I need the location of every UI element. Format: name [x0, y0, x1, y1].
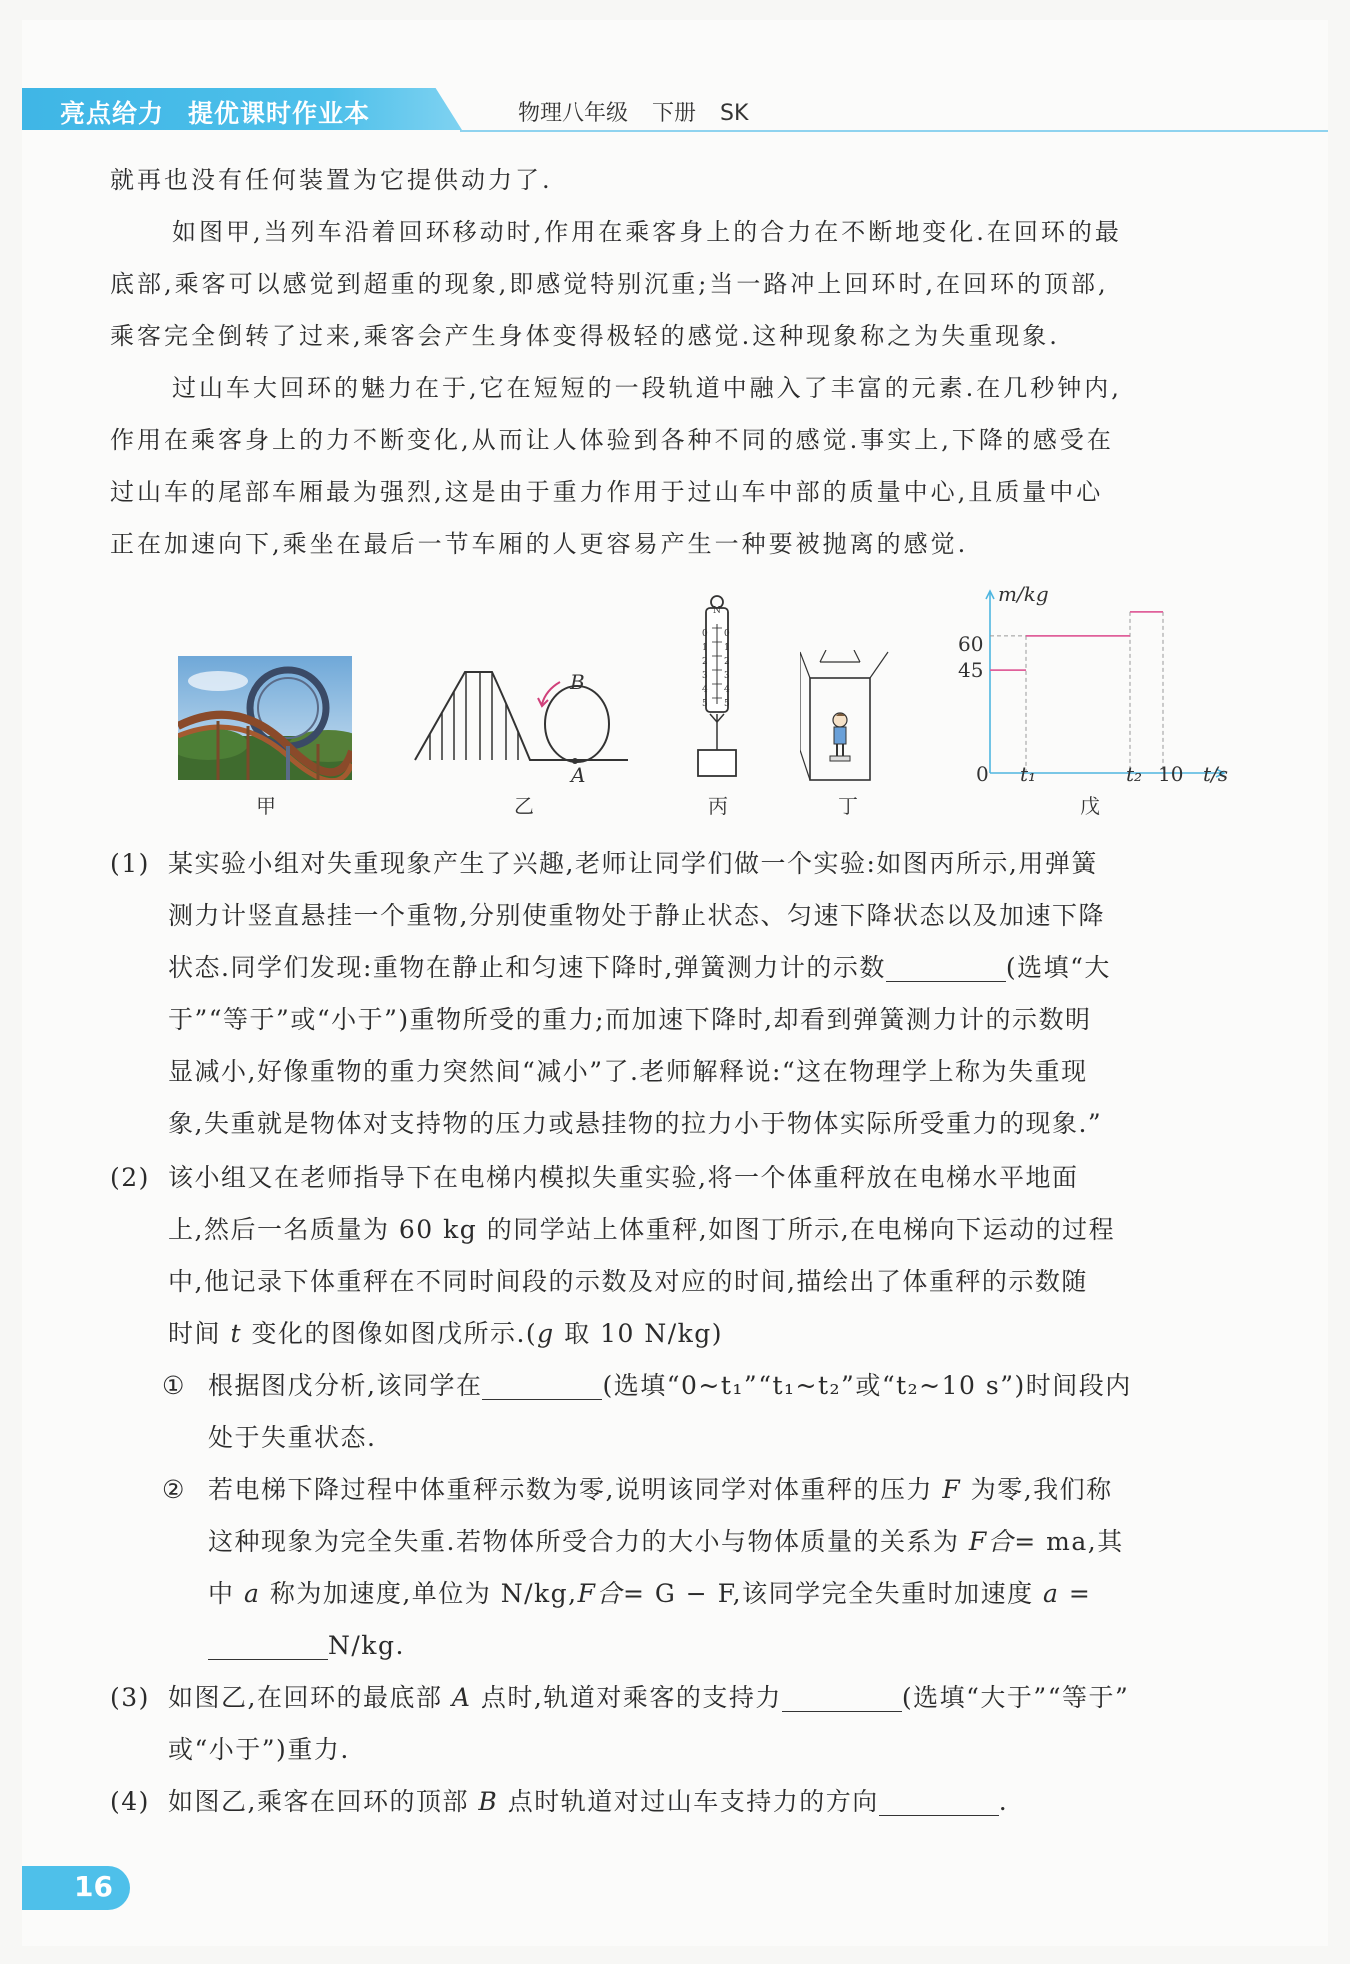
- question-text: 点时轨道对过山车支持力的方向: [507, 1787, 879, 1816]
- question-number: (1): [110, 849, 150, 878]
- question-text: 称为加速度,单位为 N/kg,: [269, 1579, 578, 1608]
- question-text: 状态.同学们发现:重物在静止和匀速下降时,弹簧测力计的示数: [168, 953, 886, 982]
- question-text: 为零,我们称: [970, 1475, 1113, 1504]
- question-line: [208, 1464, 1295, 1516]
- scale-tick: 1: [702, 643, 708, 653]
- scale-tick: 0: [702, 629, 708, 639]
- scale-ticks-right: [724, 627, 732, 711]
- question-text: 中: [208, 1579, 235, 1608]
- question-line: 该小组又在老师指导下在电梯内模拟失重实验,将一个体重秤放在电梯水平地面: [168, 1163, 1079, 1192]
- question-line: 上,然后一名质量为 60 kg 的同学站上体重秤,如图丁所示,在电梯向下运动的过程: [168, 1215, 1116, 1244]
- loop-track-diagram: [410, 660, 640, 790]
- scale-tick: 0: [724, 629, 730, 639]
- variable-point-b: B: [478, 1787, 499, 1816]
- scale-tick: 1: [724, 643, 730, 653]
- point-b-label: B: [570, 670, 585, 694]
- figure-label-bing: 丙: [708, 794, 728, 818]
- question-line: [208, 1360, 1295, 1412]
- paragraph-line: 作用在乘客身上的力不断变化,从而让人体验到各种不同的感觉.事实上,下降的感受在: [110, 426, 1114, 454]
- scale-unit-n: N: [713, 606, 721, 616]
- sub-question-marker: ②: [162, 1475, 186, 1504]
- question-text: = ma,其: [1014, 1527, 1124, 1556]
- sub-question-marker: ①: [162, 1371, 186, 1400]
- question-1: [110, 838, 1295, 1150]
- question-text: (选填“0~t₁”“t₁~t₂”或“t₂~10 s”)时间段内: [602, 1371, 1132, 1400]
- scale-tick: 4: [724, 685, 730, 695]
- paragraph-line: 正在加速向下,乘坐在最后一节车厢的人更容易产生一种要被抛离的感觉.: [110, 530, 969, 558]
- figure-label-jia: 甲: [256, 794, 276, 818]
- figure-label-wu: 戊: [1080, 794, 1100, 818]
- question-text: 点时,轨道对乘客的支持力: [480, 1683, 782, 1712]
- answer-blank[interactable]: [782, 1681, 902, 1712]
- page-number-tab: [22, 1866, 130, 1910]
- scale-tick: 2: [702, 657, 708, 667]
- question-line: 或“小于”)重力.: [168, 1735, 350, 1764]
- question-number: (3): [110, 1683, 150, 1712]
- scale-tick: 3: [724, 671, 730, 681]
- variable-point-a: A: [451, 1683, 472, 1712]
- question-number: (2): [110, 1163, 150, 1192]
- question-2: [110, 1152, 1295, 1360]
- figure-label-ding: 丁: [838, 794, 858, 818]
- variable-f-net: F合: [968, 1527, 1015, 1556]
- variable-a: a: [243, 1579, 261, 1608]
- scale-ticks-left: [702, 627, 710, 711]
- question-text: 如图乙,在回环的最底部: [168, 1683, 443, 1712]
- spring-scale-diagram: [690, 594, 744, 784]
- chart-y-tick-60: 60: [958, 632, 984, 656]
- roller-coaster-photo: [178, 656, 352, 780]
- question-3: [110, 1672, 1295, 1776]
- question-line: 象,失重就是物体对支持物的压力或悬挂物的拉力小于物体实际所受重力的现象.”: [168, 1109, 1103, 1138]
- chart-y-tick-45: 45: [958, 658, 984, 682]
- chart-x-tick-10: 10: [1158, 762, 1184, 786]
- paragraph-line: 过山车的尾部车厢最为强烈,这是由于重力作用于过山车中部的质量中心,且质量中心: [110, 478, 1104, 506]
- paragraph-line: 就再也没有任何装置为它提供动力了.: [110, 166, 553, 194]
- chart-origin-label: 0: [976, 762, 989, 786]
- page-number: 16: [74, 1870, 113, 1903]
- scale-tick: 5: [724, 699, 730, 709]
- chart-x-tick-t2: t₂: [1126, 762, 1143, 786]
- question-text: N/kg.: [328, 1631, 405, 1660]
- variable-g: g: [537, 1319, 555, 1348]
- scale-tick: 3: [702, 671, 708, 681]
- scale-tick: 2: [724, 657, 730, 667]
- header-rule: [460, 130, 1328, 132]
- question-text: (选填“大: [1005, 953, 1111, 982]
- chart-y-axis-label: m/kg: [998, 582, 1049, 606]
- question-line: [168, 1776, 1295, 1828]
- question-line: [208, 1568, 1295, 1620]
- paragraph-line: 如图甲,当列车沿着回环移动时,作用在乘客身上的合力在不断地变化.在回环的最: [172, 218, 1122, 246]
- question-text: 如图乙,乘客在回环的顶部: [168, 1787, 469, 1816]
- question-line: [208, 1516, 1295, 1568]
- question-line: 显减小,好像重物的重力突然间“减小”了.老师解释说:“这在物理学上称为失重现: [168, 1057, 1088, 1086]
- scale-tick: 4: [702, 685, 708, 695]
- brand-name: 亮点给力: [60, 99, 165, 128]
- answer-blank[interactable]: [886, 951, 1006, 982]
- volume-label: 下册: [652, 101, 697, 126]
- question-line: 于”“等于”或“小于”)重物所受的重力;而加速下降时,却看到弹簧测力计的示数明: [168, 1005, 1092, 1034]
- question-line: 处于失重状态.: [208, 1423, 377, 1452]
- question-text: 时间: [168, 1319, 222, 1348]
- question-line: [168, 1672, 1295, 1724]
- question-text: 取 10 N/kg): [564, 1319, 724, 1348]
- variable-f-net: F合: [577, 1579, 623, 1608]
- answer-blank[interactable]: [208, 1629, 328, 1660]
- mass-time-chart: [950, 585, 1240, 795]
- variable-a: a =: [1043, 1579, 1092, 1608]
- header-brand: [60, 94, 370, 130]
- question-line: 某实验小组对失重现象产生了兴趣,老师让同学们做一个实验:如图丙所示,用弹簧: [168, 849, 1098, 878]
- question-text: 若电梯下降过程中体重秤示数为零,说明该同学对体重秤的压力: [208, 1475, 933, 1504]
- question-text: 变化的图像如图戊所示.(: [251, 1319, 538, 1348]
- header-meta: [518, 96, 772, 127]
- answer-blank[interactable]: [879, 1785, 999, 1816]
- chart-x-tick-t1: t₁: [1020, 762, 1037, 786]
- question-text: 这种现象为完全失重.若物体所受合力的大小与物体质量的关系为: [208, 1527, 960, 1556]
- question-line: 中,他记录下体重秤在不同时间段的示数及对应的时间,描绘出了体重秤的示数随: [168, 1267, 1088, 1296]
- subject-label: 物理八年级: [518, 101, 629, 126]
- point-a-label: A: [571, 763, 586, 787]
- question-2-part-2: [162, 1464, 1295, 1672]
- question-line: [168, 1308, 1295, 1360]
- paragraph-line: 乘客完全倒转了过来,乘客会产生身体变得极轻的感觉.这种现象称之为失重现象.: [110, 322, 1060, 350]
- question-line: [168, 942, 1295, 994]
- question-text: .: [998, 1787, 1009, 1816]
- variable-f: F: [942, 1475, 962, 1504]
- scale-tick: 5: [702, 699, 708, 709]
- paragraph-line: 过山车大回环的魅力在于,它在短短的一段轨道中融入了丰富的元素.在几秒钟内,: [172, 374, 1122, 402]
- question-2-part-1: [162, 1360, 1295, 1464]
- question-text: (选填“大于”“等于”: [901, 1683, 1130, 1712]
- question-line: [208, 1620, 1295, 1672]
- question-number: (4): [110, 1787, 150, 1816]
- figure-label-yi: 乙: [514, 794, 534, 818]
- question-line: 测力计竖直悬挂一个重物,分别使重物处于静止状态、匀速下降状态以及加速下降: [168, 901, 1105, 930]
- chart-x-axis-label: t/s: [1203, 762, 1229, 786]
- question-4: [110, 1776, 1295, 1828]
- answer-blank[interactable]: [482, 1369, 602, 1400]
- series-name: 提优课时作业本: [188, 99, 371, 128]
- edition-label: SK: [720, 101, 749, 126]
- variable-t: t: [230, 1319, 243, 1348]
- paragraph-line: 底部,乘客可以感觉到超重的现象,即感觉特别沉重;当一路冲上回环时,在回环的顶部,: [110, 270, 1109, 298]
- elevator-diagram: [800, 650, 896, 784]
- question-text: 根据图戊分析,该同学在: [208, 1371, 483, 1400]
- question-text: = G − F,该同学完全失重时加速度: [622, 1579, 1034, 1608]
